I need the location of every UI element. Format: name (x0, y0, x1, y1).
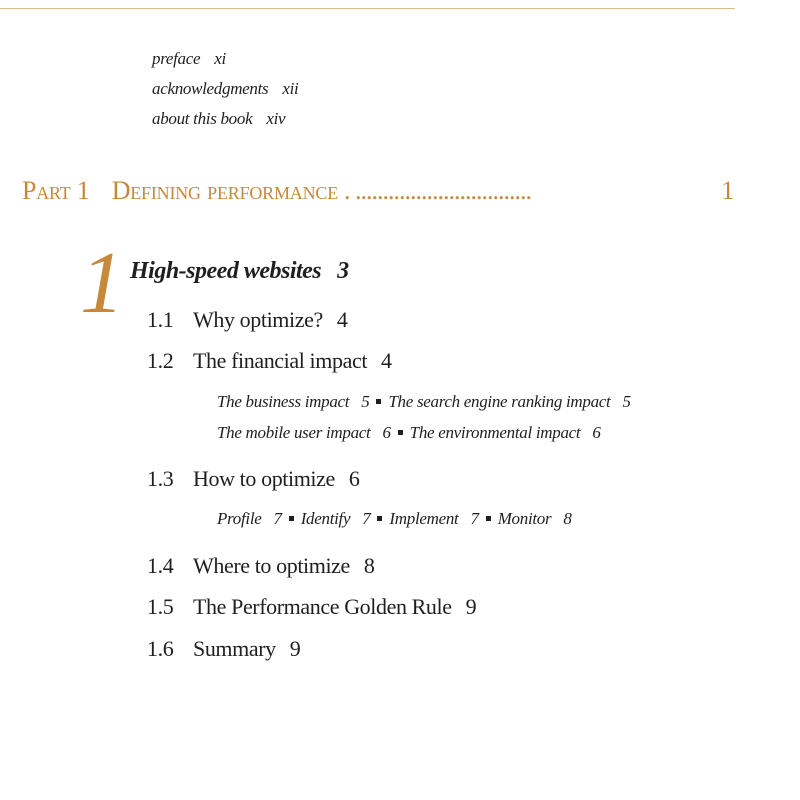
section-page: 6 (348, 466, 360, 491)
part-dot-leader: . ................................ (344, 176, 531, 205)
subtopic-search-engine-ranking-impact[interactable]: The search engine ranking impact 5 (388, 392, 631, 411)
chapter-title: High-speed websites (130, 258, 322, 284)
section-page: 9 (465, 594, 477, 619)
section-number: 1.5 (147, 594, 174, 619)
subtopic-line (217, 509, 572, 529)
section-entry-1-2[interactable] (147, 348, 392, 374)
part-title: Defining performance (111, 176, 338, 205)
section-page: 4 (336, 307, 348, 332)
front-matter-page: xii (282, 79, 299, 98)
front-matter-item-acknowledgments[interactable] (152, 74, 298, 104)
section-number: 1.1 (147, 307, 174, 332)
subtopic-mobile-user-impact[interactable]: The mobile user impact 6 (217, 423, 391, 442)
front-matter-page: xi (214, 49, 226, 68)
section-number: 1.6 (147, 636, 174, 661)
part-label: Part 1 (22, 176, 90, 205)
front-matter-label: preface (152, 49, 201, 68)
front-matter-label: about this book (152, 109, 253, 128)
subtopic-environmental-impact[interactable]: The environmental impact 6 (409, 423, 601, 442)
front-matter-item-about-this-book[interactable] (152, 104, 298, 134)
section-number: 1.4 (147, 553, 174, 578)
section-title: Where to optimize (193, 553, 350, 578)
subtopic-line (217, 423, 601, 443)
section-page: 8 (363, 553, 375, 578)
top-rule (0, 8, 735, 9)
chapter-title-entry[interactable] (130, 258, 349, 285)
bullet-separator (289, 516, 294, 521)
section-entry-1-1[interactable] (147, 307, 347, 333)
section-entry-1-6[interactable] (147, 636, 300, 662)
front-matter-list (152, 44, 298, 134)
subtopic-identify[interactable]: Identify 7 (300, 509, 371, 528)
section-title: How to optimize (193, 466, 335, 491)
bullet-separator (376, 399, 381, 404)
front-matter-page: xiv (266, 109, 286, 128)
section-title: Summary (193, 636, 276, 661)
section-number: 1.3 (147, 466, 174, 491)
front-matter-label: acknowledgments (152, 79, 269, 98)
section-title: The financial impact (193, 348, 368, 373)
bullet-separator (398, 430, 403, 435)
subtopic-monitor[interactable]: Monitor 8 (497, 509, 572, 528)
front-matter-item-preface[interactable] (152, 44, 298, 74)
section-number: 1.2 (147, 348, 174, 373)
chapter-page: 3 (337, 258, 349, 284)
section-page: 4 (381, 348, 392, 373)
section-entry-1-4[interactable] (147, 553, 375, 579)
section-title: Why optimize? (193, 307, 323, 332)
subtopic-line (217, 392, 631, 412)
subtopic-profile[interactable]: Profile 7 (217, 509, 282, 528)
section-title: The Performance Golden Rule (193, 594, 452, 619)
bullet-separator (486, 516, 491, 521)
part-heading[interactable] (22, 176, 734, 206)
section-entry-1-5[interactable] (147, 594, 476, 620)
subtopic-implement[interactable]: Implement 7 (389, 509, 479, 528)
section-page: 9 (289, 636, 301, 661)
part-page: 1 (721, 176, 734, 205)
bullet-separator (377, 516, 382, 521)
chapter-number: 1 (80, 235, 124, 332)
section-entry-1-3[interactable] (147, 466, 359, 492)
subtopic-business-impact[interactable]: The business impact 5 (217, 392, 370, 411)
